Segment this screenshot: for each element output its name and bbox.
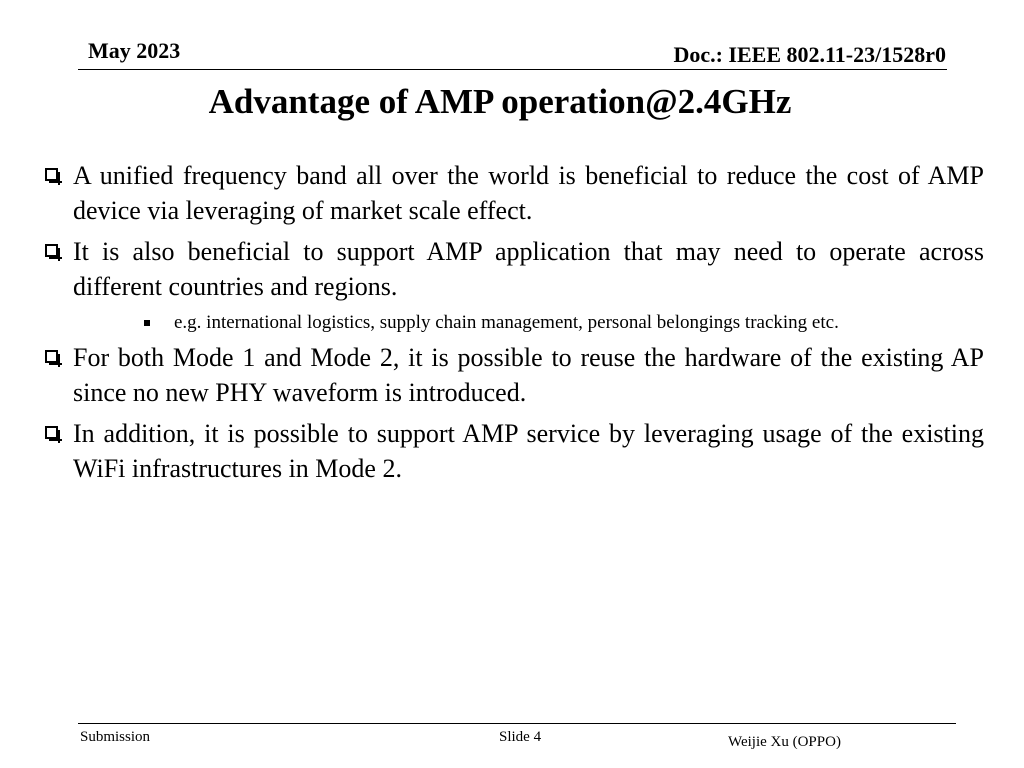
footer-submission: Submission — [80, 729, 151, 745]
sub-bullet-text: e.g. international logistics, supply chain management, personal belongings tracking etc. — [174, 312, 839, 333]
footer-divider — [78, 723, 956, 724]
slide-body — [40, 158, 984, 486]
bullet-item — [40, 158, 984, 228]
bullet-item — [40, 340, 984, 410]
bullet-item — [40, 416, 984, 486]
slide-title: Advantage of AMP operation@2.4GHz — [208, 82, 792, 121]
bullet-text: It is also beneficial to support AMP application that may need to operate across different countries and regions. — [73, 237, 984, 301]
sub-bullet-item — [40, 308, 984, 338]
checkbox-bullet-icon — [45, 168, 58, 181]
checkbox-bullet-icon — [45, 350, 58, 363]
bullet-text: In addition, it is possible to support AMP service by leveraging usage of the existing WiFi infrastructures in Mode 2. — [73, 419, 984, 483]
footer-author: Weijie Xu (OPPO) — [728, 734, 841, 750]
bullet-item — [40, 234, 984, 304]
square-bullet-icon — [144, 320, 150, 326]
header-divider — [78, 69, 947, 70]
bullet-text: A unified frequency band all over the world is beneficial to reduce the cost of AMP device via leveraging of market scale effect. — [73, 161, 984, 225]
header-doc-id: Doc.: IEEE 802.11-23/1528r0 — [673, 42, 946, 67]
footer-slide-number: Slide 4 — [499, 729, 542, 745]
checkbox-bullet-icon — [45, 426, 58, 439]
checkbox-bullet-icon — [45, 244, 58, 257]
header-date: May 2023 — [88, 38, 181, 63]
bullet-text: For both Mode 1 and Mode 2, it is possible to reuse the hardware of the existing AP since no new PHY waveform is introduced. — [73, 343, 984, 407]
